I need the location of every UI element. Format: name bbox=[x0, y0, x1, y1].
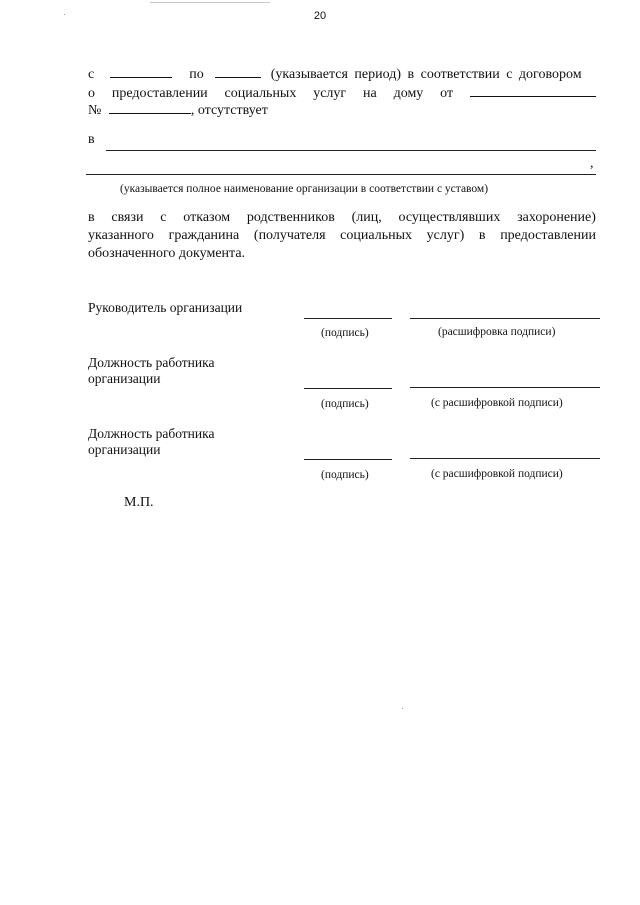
org-caption: (указывается полное наименование организации в соответствии с уставом) bbox=[120, 183, 489, 195]
reason-word: захоронение) bbox=[517, 210, 596, 225]
contract-word: от bbox=[440, 86, 454, 101]
name-decoding-line[interactable] bbox=[410, 458, 600, 459]
reason-word: (получателя bbox=[253, 228, 326, 243]
reason-word: осуществлявших bbox=[398, 210, 501, 225]
period-to-blank[interactable] bbox=[215, 63, 261, 78]
number-sign: № bbox=[88, 103, 102, 118]
signature-line[interactable] bbox=[304, 388, 392, 389]
reason-word: отказом bbox=[183, 210, 231, 225]
period-from-blank[interactable] bbox=[110, 63, 172, 78]
reason-word: услуг) bbox=[426, 228, 465, 243]
reason-word: обозначенного документа. bbox=[88, 246, 246, 261]
reason-word: связи bbox=[111, 210, 144, 225]
reason-line-1 bbox=[88, 208, 596, 228]
signer-title-employee: Должность работника bbox=[88, 355, 215, 370]
reason-word: предоставлении bbox=[500, 228, 596, 243]
contract-word: предоставлении bbox=[111, 86, 208, 101]
contract-word: услуг bbox=[313, 86, 347, 101]
reason-word: указанного bbox=[88, 228, 154, 243]
contract-word: дому bbox=[393, 86, 424, 101]
signature-line[interactable] bbox=[304, 459, 392, 460]
scan-artifact-dot bbox=[402, 708, 403, 709]
org-name-line-2[interactable] bbox=[86, 174, 596, 175]
signature-caption: (подпись) bbox=[321, 398, 369, 410]
name-decoding-caption: (с расшифровкой подписи) bbox=[431, 468, 563, 480]
org-prefix: в bbox=[88, 132, 95, 147]
signer-title-employee-org: организации bbox=[88, 371, 161, 386]
reason-line-2 bbox=[88, 226, 596, 246]
signer-title-employee-org: организации bbox=[88, 442, 161, 457]
contract-word: на bbox=[363, 86, 377, 101]
name-decoding-caption: (с расшифровкой подписи) bbox=[431, 397, 563, 409]
period-from-label: с bbox=[88, 67, 95, 82]
absent-text: , отсутствует bbox=[190, 103, 268, 118]
signature-caption: (подпись) bbox=[321, 327, 369, 339]
name-decoding-caption: (расшифровка подписи) bbox=[438, 326, 556, 338]
contract-date-blank[interactable] bbox=[470, 82, 596, 97]
reason-word: гражданина bbox=[168, 228, 240, 243]
contract-number-blank[interactable] bbox=[109, 99, 191, 114]
signature-line[interactable] bbox=[304, 318, 392, 319]
signer-title-employee: Должность работника bbox=[88, 426, 215, 441]
contract-word: социальных bbox=[224, 86, 297, 101]
contract-word: о bbox=[88, 86, 95, 101]
name-decoding-line[interactable] bbox=[410, 318, 600, 319]
period-to-label: по bbox=[189, 67, 204, 82]
name-decoding-line[interactable] bbox=[410, 387, 600, 388]
signature-caption: (подпись) bbox=[321, 469, 369, 481]
page-number: 20 bbox=[313, 10, 327, 22]
scan-artifact-line bbox=[150, 2, 270, 3]
reason-word: родственников bbox=[246, 210, 335, 225]
reason-word: с bbox=[160, 210, 167, 225]
period-note: (указывается период) в соответствии с договором bbox=[270, 67, 582, 82]
reason-word: в bbox=[88, 210, 95, 225]
reason-word: (лиц, bbox=[351, 210, 382, 225]
signer-title-head: Руководитель организации bbox=[88, 300, 243, 315]
reason-line-3 bbox=[88, 244, 596, 264]
reason-word: в bbox=[478, 228, 486, 243]
stamp-place-label: М.П. bbox=[124, 495, 154, 510]
org-name-line-1[interactable] bbox=[106, 150, 596, 151]
org-comma: , bbox=[590, 156, 594, 171]
reason-word: социальных bbox=[340, 228, 412, 243]
number-line bbox=[88, 99, 596, 121]
